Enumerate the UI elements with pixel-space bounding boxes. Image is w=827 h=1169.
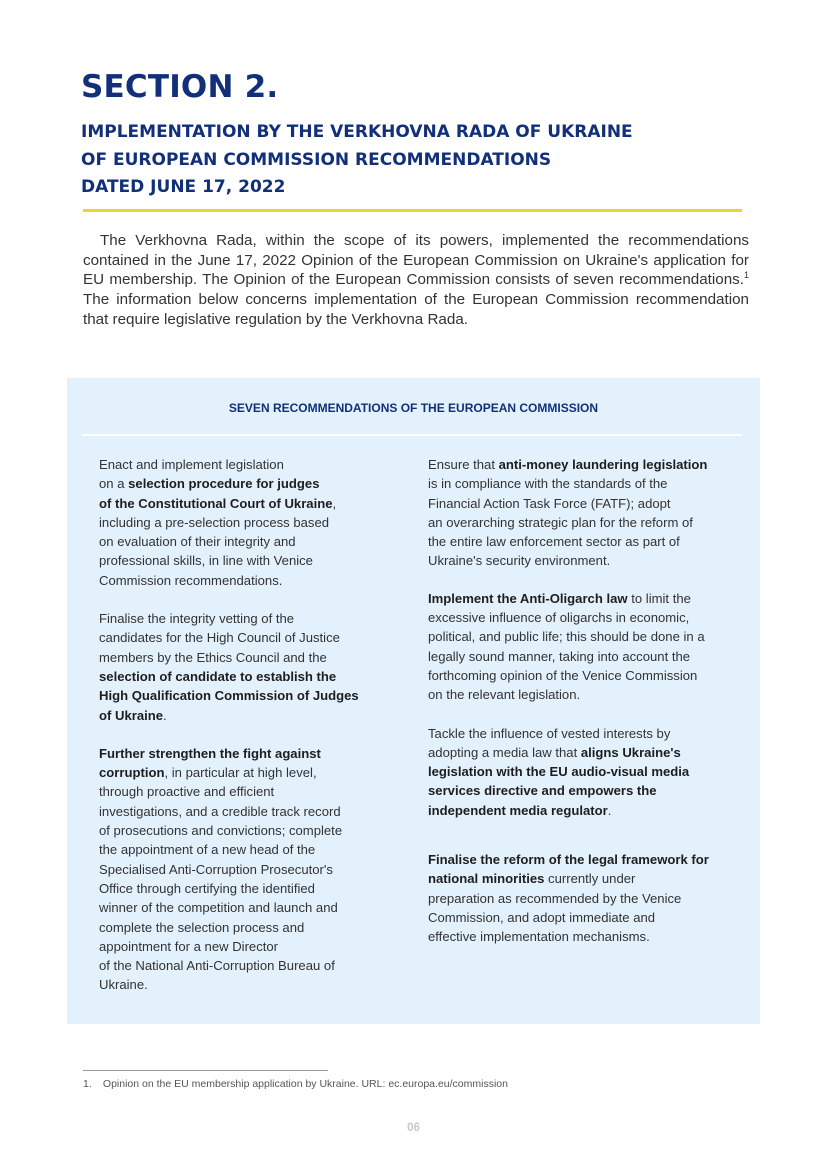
recommendation-item (428, 455, 748, 571)
recommendation-line (99, 474, 399, 493)
bold-text: services directive and empowers the (428, 783, 657, 799)
text: an overarching strategic plan for the reform of (428, 514, 693, 530)
text: of the National Anti-Corruption Bureau of (99, 958, 335, 974)
subtitle-line: DATED JUNE 17, 2022 (81, 177, 286, 197)
recommendation-line (99, 628, 399, 647)
bold-text: selection of candidate to establish the (99, 668, 337, 684)
recommendation-item (428, 850, 748, 946)
recommendation-line (99, 975, 399, 994)
recommendation-line (99, 744, 399, 763)
footnote-text: Opinion on the EU membership application by Ukraine. URL: ec.europa.eu/commission (102, 1078, 508, 1090)
recommendation-line (99, 609, 399, 628)
text: on the relevant legislation. (428, 687, 581, 703)
recommendation-line (428, 589, 748, 608)
recommendation-line (428, 551, 748, 570)
recommendations-column-right (428, 455, 748, 947)
recommendation-item (99, 744, 399, 995)
text: Commission recommendations. (99, 572, 283, 588)
recommendation-item (428, 724, 748, 820)
recommendation-line (99, 494, 399, 513)
text: effective implementation mechanisms. (428, 929, 650, 945)
title-divider (83, 209, 742, 212)
text: Enact and implement legislation (99, 457, 284, 472)
recommendation-line (99, 706, 399, 725)
recommendation-line (428, 801, 748, 820)
recommendation-line (99, 821, 399, 840)
recommendation-line (428, 724, 748, 743)
footnote-divider (83, 1070, 328, 1071)
text: Specialised Anti-Corruption Prosecutor's (99, 861, 333, 877)
recommendation-line (428, 743, 748, 762)
recommendation-line (99, 860, 399, 879)
recommendation-line (428, 532, 748, 551)
text: , in particular at high level, (164, 765, 317, 781)
bold-text: selection procedure for judges (128, 476, 320, 492)
text: excessive influence of oligarchs in economic, (428, 610, 690, 626)
text: . (607, 802, 612, 818)
bold-text: High Qualification Commission of Judges (99, 688, 359, 704)
recommendation-line (428, 474, 748, 493)
bold-text: national minorities (428, 871, 545, 887)
text: currently under (544, 871, 636, 887)
text: Ukraine's security environment. (428, 553, 611, 569)
footnote-number: 1. (83, 1078, 92, 1090)
recommendation-line (99, 648, 399, 667)
text: Finalise the integrity vetting of the (99, 611, 295, 627)
text: Commission, and adopt immediate and (428, 909, 656, 925)
recommendation-line (99, 513, 399, 532)
text: Financial Action Task Force (FATF); adopt (428, 495, 671, 511)
text: , (332, 495, 337, 511)
subtitle-line: IMPLEMENTATION BY THE VERKHOVNA RADA OF UKRAINE (81, 122, 633, 142)
text: winner of the competition and launch and (99, 900, 338, 916)
text: Tackle the influence of vested interests by (428, 725, 671, 741)
section-title: SECTION 2. (81, 69, 279, 105)
text: through proactive and efficient (99, 784, 275, 800)
recommendation-line (99, 763, 399, 782)
text: members by the Ethics Council and the (99, 649, 327, 665)
bold-text: Further strengthen the fight against (99, 745, 321, 761)
text: is in compliance with the standards of the (428, 476, 668, 492)
recommendation-item (99, 455, 399, 590)
recommendation-line (428, 513, 748, 532)
recommendation-line (428, 455, 748, 474)
footnote (83, 1078, 508, 1091)
recommendation-line (99, 937, 399, 956)
bold-text: independent media regulator (428, 802, 608, 818)
footnote-reference[interactable]: 1 (743, 270, 749, 281)
text: the entire law enforcement sector as part of (428, 534, 680, 550)
recommendation-line (428, 666, 748, 685)
subtitle-line: OF EUROPEAN COMMISSION RECOMMENDATIONS (81, 149, 552, 170)
recommendation-line (99, 532, 399, 551)
text: . (163, 707, 167, 723)
recommendation-line (99, 840, 399, 859)
recommendation-line (99, 667, 399, 686)
text: complete the selection process and (99, 919, 305, 935)
recommendation-line (428, 647, 748, 666)
recommendation-line (428, 762, 748, 781)
recommendation-line (99, 802, 399, 821)
recommendation-line (428, 869, 748, 888)
text: to limit the (627, 590, 691, 606)
text: including a pre-selection process based (99, 514, 330, 530)
bold-text: of the Constitutional Court of Ukraine (99, 495, 333, 511)
text: the appointment of a new head of the (99, 842, 316, 858)
recommendation-line (428, 889, 748, 908)
recommendations-panel (67, 378, 760, 1024)
recommendation-line (99, 918, 399, 937)
recommendation-line (428, 627, 748, 646)
text: Office through certifying the identified (99, 880, 315, 896)
text: appointment for a new Director (99, 938, 279, 954)
text: on a (99, 476, 129, 492)
bold-text: corruption (99, 765, 165, 781)
text: on evaluation of their integrity and (99, 534, 296, 550)
recommendations-column-left (99, 455, 399, 995)
text: candidates for the High Council of Justice (99, 630, 340, 646)
text: preparation as recommended by the Venice (428, 890, 682, 906)
recommendation-line (99, 898, 399, 917)
text: professional skills, in line with Venice (99, 553, 313, 569)
intro-text-continued: The information below concerns implementation of the European Commission recommendation that require legislative regulation by the Verkhovna Rada. (83, 291, 749, 328)
recommendation-line (99, 879, 399, 898)
recommendation-line (99, 551, 399, 570)
recommendation-line (428, 781, 748, 800)
bold-text: anti-money laundering legislation (498, 457, 708, 472)
recommendation-line (428, 927, 748, 946)
bold-text: Implement the Anti-Oligarch law (428, 590, 628, 606)
recommendation-line (99, 571, 399, 590)
recommendation-line (99, 782, 399, 801)
recommendation-line (428, 494, 748, 513)
section-subtitle (81, 119, 633, 202)
text: legally sound manner, taking into account the (428, 648, 691, 664)
text: of prosecutions and convictions; complete (99, 823, 343, 839)
recommendation-item (99, 609, 399, 725)
bold-text: legislation with the EU audio-visual media (428, 764, 690, 780)
recommendation-line (99, 956, 399, 975)
intro-text: The Verkhovna Rada, within the scope of its powers, implemented the recommendations contained in the June 17, 2022 Opinion of the European Commission on Ukraine's application for EU membership. The Opinion of the European Commission consists of seven recommendations. (83, 232, 749, 289)
panel-divider (82, 434, 742, 436)
bold-text: Finalise the reform of the legal framework for (428, 852, 709, 868)
text: Ukraine. (99, 977, 148, 993)
intro-paragraph (83, 231, 749, 330)
bold-text: of Ukraine (99, 707, 164, 723)
recommendation-line (428, 908, 748, 927)
page-number: 06 (407, 1122, 420, 1134)
recommendation-line (99, 686, 399, 705)
text: political, and public life; this should be done in a (428, 629, 705, 645)
panel-title: SEVEN RECOMMENDATIONS OF THE EUROPEAN COMMISSION (228, 401, 599, 415)
text: forthcoming opinion of the Venice Commission (428, 667, 698, 683)
bold-text: aligns Ukraine's (580, 744, 681, 760)
recommendation-line (99, 455, 399, 474)
text: adopting a media law that (428, 744, 581, 760)
recommendation-line (428, 685, 748, 704)
recommendation-line (428, 608, 748, 627)
recommendation-line (428, 850, 748, 869)
recommendation-item (428, 589, 748, 705)
text: Ensure that (428, 457, 499, 472)
text: investigations, and a credible track record (99, 803, 341, 819)
